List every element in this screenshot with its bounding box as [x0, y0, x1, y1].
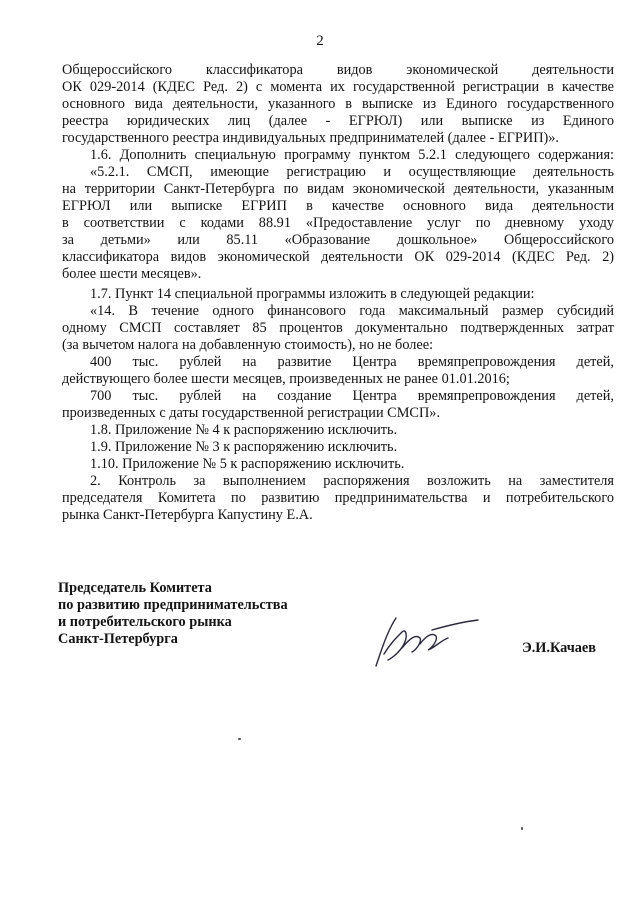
text-line: на территории Санкт-Петербурга по видам экономической деятельности, указанным — [62, 181, 614, 197]
text-line: (за вычетом налога на добавленную стоимость), но не более: — [62, 337, 434, 353]
signatory-name: Э.И.Качаев — [522, 640, 596, 656]
text-line: более шести месяцев». — [62, 266, 202, 282]
text-line: классификатора видов экономической деятельности ОК 029-2014 (КДЕС Ред. 2) — [62, 249, 614, 265]
text-line: одному СМСП составляет 85 процентов документально подтвержденных затрат — [62, 320, 614, 336]
text-line: «14. В течение одного финансового года максимальный размер субсидий — [90, 303, 614, 319]
signatory-title-line: по развитию предпринимательства — [58, 597, 288, 613]
signatory-title — [58, 580, 288, 648]
text-line: 400 тыс. рублей на развитие Центра времяпрепровождения детей, — [90, 354, 614, 370]
text-line: в соответствии с кодами 88.91 «Предоставление услуг по дневному уходу — [62, 215, 614, 231]
text-line: основного вида деятельности, указанного в выписке из Единого государственного — [62, 96, 614, 112]
handwritten-signature — [362, 608, 482, 672]
text-line: 1.6. Дополнить специальную программу пунктом 5.2.1 следующего содержания: — [90, 147, 614, 163]
text-line: Общероссийского классификатора видов экономической деятельности — [62, 62, 614, 78]
body-text — [62, 62, 614, 524]
signatory-title-line: Председатель Комитета — [58, 580, 212, 596]
text-line: реестра юридических лиц (далее - ЕГРЮЛ) или выписке из Единого — [62, 113, 614, 129]
text-line: председателя Комитета по развитию предпринимательства и потребительского — [62, 490, 614, 506]
text-line: ОК 029-2014 (КДЕС Ред. 2) с момента их государственной регистрации в качестве — [62, 79, 614, 95]
text-line: за детьми» или 85.11 «Образование дошкольное» Общероссийского — [62, 232, 614, 248]
text-line: 2. Контроль за выполнением распоряжения возложить на заместителя — [90, 473, 614, 489]
text-line: 1.10. Приложение № 5 к распоряжению исключить. — [90, 456, 405, 472]
scan-speck — [238, 738, 241, 740]
text-line: государственного реестра индивидуальных предпринимателей (далее - ЕГРИП)». — [62, 130, 560, 146]
page-number: 2 — [316, 33, 324, 49]
signatory-title-line: и потребительского рынка — [58, 614, 232, 630]
text-line: ЕГРЮЛ или выписке ЕГРИП в качестве основного вида деятельности — [62, 198, 614, 214]
text-line: 1.7. Пункт 14 специальной программы изложить в следующей редакции: — [90, 286, 535, 302]
text-line: 1.8. Приложение № 4 к распоряжению исключить. — [90, 422, 398, 438]
scan-speck — [521, 827, 523, 830]
text-line: 700 тыс. рублей на создание Центра времяпрепровождения детей, — [90, 388, 614, 404]
text-line: действующего более шести месяцев, произведенных не ранее 01.01.2016; — [62, 371, 510, 387]
text-line: 1.9. Приложение № 3 к распоряжению исключить. — [90, 439, 398, 455]
text-line: рынка Санкт-Петербурга Капустину Е.А. — [62, 507, 313, 523]
text-line: «5.2.1. СМСП, имеющие регистрацию и осуществляющие деятельность — [90, 164, 614, 180]
text-line: произведенных с даты государственной регистрации СМСП». — [62, 405, 441, 421]
signatory-title-line: Санкт-Петербурга — [58, 631, 178, 647]
